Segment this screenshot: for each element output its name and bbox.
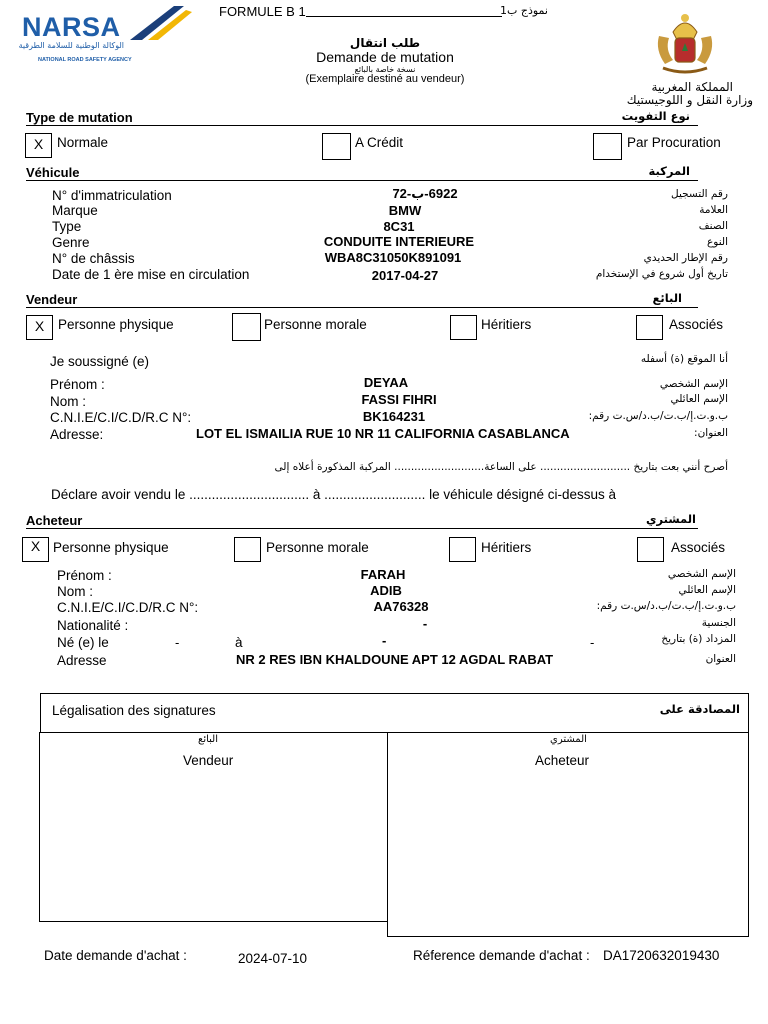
mutation-option-label: Normale <box>57 135 109 150</box>
buyer-section-title-ar: المشتري <box>645 512 696 526</box>
buyer-section-rule <box>26 513 698 529</box>
seller-field-value: BK164231 <box>362 409 426 424</box>
vehicle-field-label: N° de châssis <box>52 251 135 266</box>
vehicle-section-title: Véhicule <box>26 165 80 180</box>
buyer-checkbox-physique[interactable]: X <box>22 537 49 562</box>
seller-field-label-ar: العنوان: <box>694 427 728 439</box>
buyer-field-value: ADIB <box>370 583 402 598</box>
narsa-logo <box>18 12 194 72</box>
formule-line <box>306 16 502 17</box>
seller-field-label: Prénom : <box>50 377 105 392</box>
mutation-checkbox-credit[interactable] <box>322 133 351 160</box>
seller-checkbox-physique[interactable]: X <box>26 315 53 340</box>
document-title: Demande de mutation <box>316 49 454 65</box>
buyer-birth-date: - <box>175 635 180 650</box>
road-stripes-icon <box>122 6 194 42</box>
mutation-section-title: Type de mutation <box>26 110 133 125</box>
vehicle-field-value: 6922-ب-72 <box>392 186 458 201</box>
vehicle-field-value: WBA8C31050K891091 <box>324 250 462 265</box>
buyer-field-label-ar: الإسم العائلي <box>678 584 736 596</box>
buyer-field-label: Nationalité : <box>57 618 129 633</box>
buyer-field-label-ar: الجنسية <box>701 617 736 629</box>
vehicle-field-label-ar: رقم الإطار الحديدي <box>643 252 728 264</box>
seller-checkbox-heritiers[interactable] <box>450 315 477 340</box>
mutation-option-label: Par Procuration <box>627 135 721 150</box>
seller-option-label: Personne morale <box>264 317 367 332</box>
buyer-option-label: Associés <box>671 540 726 555</box>
vehicle-field-value: 2017-04-27 <box>371 268 439 283</box>
buyer-address-value: NR 2 RES IBN KHALDOUNE APT 12 AGDAL RABAT <box>236 652 554 667</box>
purchase-date-label: Date demande d'achat : <box>44 948 187 963</box>
narsa-logo-text: NARSA <box>22 12 121 42</box>
seller-field-value: LOT EL ISMAILIA RUE 10 NR 11 CALIFORNIA CASABLANCA <box>196 426 570 441</box>
signature-section-title: Légalisation des signatures <box>52 703 216 718</box>
narsa-logo-subtitle: NATIONAL ROAD SAFETY AGENCY <box>38 57 132 63</box>
vehicle-field-label: Genre <box>52 235 90 250</box>
seller-field-label: Adresse: <box>50 427 104 442</box>
seller-declaration: Déclare avoir vendu le ................................ à ........................... le véhicule désigné ci-dessus à <box>51 487 616 502</box>
copy-note: (Exemplaire destiné au vendeur) <box>305 73 465 85</box>
copy-note-ar: نسخة خاصة بالبائع <box>354 65 416 74</box>
seller-field-label-ar: الإسم العائلي <box>670 393 728 405</box>
seller-field-value: DEYAA <box>363 375 409 390</box>
seller-field-label-ar: ب.و.ت.إ/ب.ت/ب.د/س.ت رقم: <box>588 410 728 422</box>
purchase-reference-label: Réference demande d'achat : <box>413 948 590 963</box>
buyer-option-label: Personne morale <box>266 540 369 555</box>
vehicle-field-label: Type <box>52 219 82 234</box>
formule-code: FORMULE B 1 <box>219 4 306 19</box>
buyer-signature-label-ar: المشتري <box>550 734 587 745</box>
buyer-birth-a: à <box>235 635 243 650</box>
mutation-checkbox-procuration[interactable] <box>593 133 622 160</box>
buyer-section-title: Acheteur <box>26 513 83 528</box>
seller-field-label: C.N.I.E/C.I/C.D/R.C N°: <box>50 410 192 425</box>
buyer-birth-place: - <box>382 633 387 648</box>
coat-of-arms-icon <box>653 10 717 80</box>
buyer-field-label: Prénom : <box>57 568 112 583</box>
kingdom-name-ar: المملكة المغربية <box>651 80 733 94</box>
buyer-birth-label: Né (e) le <box>57 635 109 650</box>
vehicle-field-value: CONDUITE INTERIEURE <box>323 234 475 249</box>
narsa-logo-subtitle-ar: الوكالة الوطنية للسلامة الطرقية <box>18 41 124 50</box>
buyer-address-label-ar: العنوان <box>705 653 736 665</box>
vehicle-section-rule <box>26 165 698 181</box>
buyer-birth-extra: - <box>590 635 595 650</box>
seller-section-rule <box>26 292 698 308</box>
buyer-field-label-ar: ب.و.ت.إ/ب.ت/ب.د/س.ت رقم: <box>596 600 736 612</box>
vehicle-field-label: Date de 1 ère mise en circulation <box>52 267 250 282</box>
seller-checkbox-morale[interactable] <box>232 313 261 341</box>
vehicle-section-title-ar: المركبة <box>648 164 690 178</box>
buyer-field-value: - <box>422 616 428 631</box>
vehicle-field-label: N° d'immatriculation <box>52 188 172 203</box>
buyer-checkbox-heritiers[interactable] <box>449 537 476 562</box>
vehicle-field-value: BMW <box>388 203 422 218</box>
seller-signature-label-ar: البائع <box>198 734 218 745</box>
buyer-field-value: AA76328 <box>373 599 429 614</box>
buyer-option-label: Personne physique <box>53 540 169 555</box>
mutation-option-label: A Crédit <box>355 135 404 150</box>
seller-option-label: Associés <box>669 317 724 332</box>
seller-checkbox-associes[interactable] <box>636 315 663 340</box>
signature-section-title-ar: المصادقة على <box>659 702 740 716</box>
vehicle-field-label-ar: النوع <box>707 236 728 248</box>
seller-soussigne: Je soussigné (e) <box>50 354 150 369</box>
vehicle-field-value: 8C31 <box>383 219 415 234</box>
vehicle-field-label: Marque <box>52 203 98 218</box>
seller-signature-label: Vendeur <box>183 753 234 768</box>
seller-declaration-ar: أصرح أنني بعت بتاريخ ........................... على الساعة........................... المركبة المذكورة أعلاه إلى <box>274 461 728 473</box>
buyer-checkbox-associes[interactable] <box>637 537 664 562</box>
buyer-signature-label: Acheteur <box>535 753 590 768</box>
buyer-option-label: Héritiers <box>481 540 532 555</box>
mutation-checkbox-normale[interactable]: X <box>25 133 52 158</box>
buyer-field-label: Nom : <box>57 584 94 599</box>
ministry-name-ar: وزارة النقل و اللوجيستيك <box>626 93 753 107</box>
document-title-block <box>270 36 500 85</box>
document-title-ar: طلب انتقال <box>349 36 421 50</box>
seller-option-label: Héritiers <box>481 317 532 332</box>
buyer-field-value: FARAH <box>360 567 406 582</box>
seller-field-label: Nom : <box>50 394 87 409</box>
buyer-field-label-ar: الإسم الشخصي <box>667 568 736 580</box>
vehicle-field-label-ar: تاريخ أول شروع في الإستخدام <box>595 268 728 280</box>
formule-code-ar: نموذج ب1 <box>500 4 548 17</box>
seller-option-label: Personne physique <box>58 317 174 332</box>
buyer-checkbox-morale[interactable] <box>234 537 261 562</box>
buyer-address-label: Adresse <box>57 653 107 668</box>
buyer-field-label: C.N.I.E/C.I/C.D/R.C N°: <box>57 600 199 615</box>
mutation-section-title-ar: نوع التفويت <box>621 109 690 123</box>
vehicle-field-label-ar: رقم التسجيل <box>671 188 728 200</box>
seller-field-label-ar: الإسم الشخصي <box>659 378 728 390</box>
purchase-date-value: 2024-07-10 <box>238 951 308 966</box>
buyer-birth-label-ar: المزداد (ة) بتاريخ <box>661 633 736 645</box>
seller-field-value: FASSI FIHRI <box>361 392 437 407</box>
vehicle-field-label-ar: العلامة <box>699 204 728 216</box>
purchase-reference-value: DA1720632019430 <box>603 948 720 963</box>
seller-soussigne-ar: أنا الموقع (ة) أسفله <box>640 353 728 365</box>
seller-section-title: Vendeur <box>26 292 78 307</box>
vehicle-field-label-ar: الصنف <box>698 220 728 232</box>
seller-section-title-ar: البائع <box>652 291 682 305</box>
